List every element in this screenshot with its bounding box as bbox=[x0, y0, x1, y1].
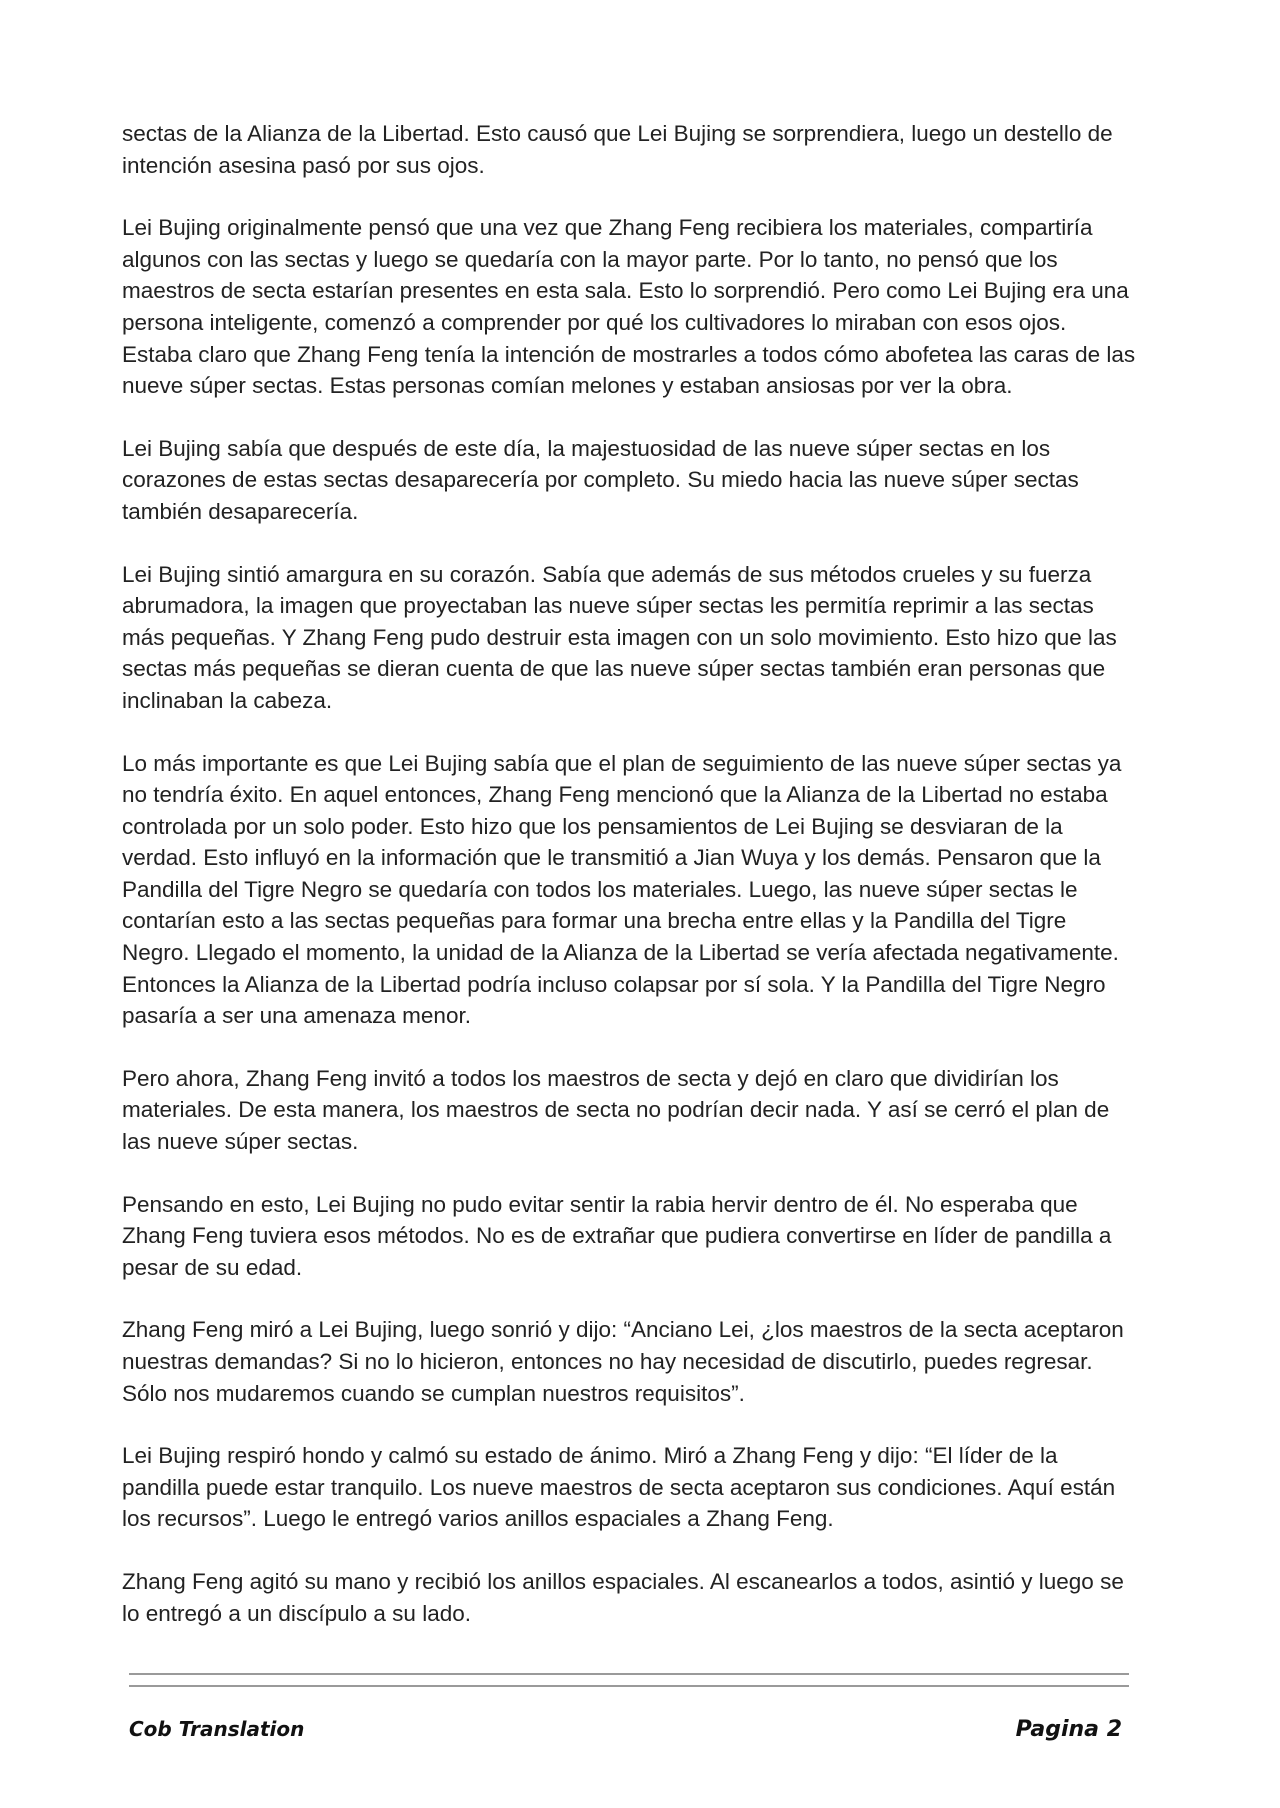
footer-divider-bottom bbox=[129, 1685, 1129, 1687]
footer-translator-credit: Cob Translation bbox=[129, 1717, 305, 1741]
paragraph: Pero ahora, Zhang Feng invitó a todos los maestros de secta y dejó en claro que dividirían los materiales. De esta manera, los maestros de secta no podrían decir nada. Y así se cerró el plan de las nueve súper sectas. bbox=[122, 1065, 1110, 1155]
paragraph: sectas de la Alianza de la Libertad. Esto causó que Lei Bujing se sorprendiera, luego un destello de intención asesina pasó por sus ojos. bbox=[122, 121, 1113, 178]
paragraph: Lei Bujing sabía que después de este día, la majestuosidad de las nueve súper sectas en los corazones de estas sectas desaparecería por completo. Su miedo hacia las nueve súper sectas también desaparecería. bbox=[122, 435, 1079, 524]
footer-divider-top bbox=[129, 1673, 1129, 1675]
paragraph: Lo más importante es que Lei Bujing sabía que el plan de seguimiento de las nueve súper sectas ya no tendría éxito. En aquel entonces, Zhang Feng mencionó que la Alianza de la Libertad no estaba controlada por un solo poder. Esto hizo que los pensamientos de Lei Bujing se desviaran de la verdad. Esto influyó en la información que le transmitió a Jian Wuya y los demás. Pensaron que la Pandilla del Tigre Negro se quedaría con todos los materiales. Luego, las nueve súper sectas le contarían esto a las sectas pequeñas para formar una brecha entre ellas y la Pandilla del Tigre Negro. Llegado el momento, la unidad de la Alianza de la Libertad se vería afectada negativamente. Entonces la Alianza de la Libertad podría incluso colapsar por sí sola. Y la Pandilla del Tigre Negro pasaría a ser una amenaza menor. bbox=[122, 750, 1122, 1029]
document-body bbox=[122, 118, 1138, 1660]
paragraph: Zhang Feng agitó su mano y recibió los anillos espaciales. Al escanearlos a todos, asintió y luego se lo entregó a un discípulo a su lado. bbox=[122, 1568, 1124, 1626]
paragraph: Lei Bujing sintió amargura en su corazón. Sabía que además de sus métodos crueles y su fuerza abrumadora, la imagen que proyectaban las nueve súper sectas les permitía reprimir a las sectas más pequeñas. Y Zhang Feng pudo destruir esta imagen con un solo movimiento. Esto hizo que las sectas más pequeñas se dieran cuenta de que las nueve súper sectas también eran personas que inclinaban la cabeza. bbox=[122, 561, 1117, 713]
footer-page-number: Pagina 2 bbox=[1015, 1717, 1122, 1742]
paragraph: Zhang Feng miró a Lei Bujing, luego sonrió y dijo: “Anciano Lei, ¿los maestros de la secta aceptaron nuestras demandas? Si no lo hicieron, entonces no hay necesidad de discutirlo, puedes regresar. Sólo nos mudaremos cuando se cumplan nuestros requisitos”. bbox=[122, 1317, 1124, 1406]
paragraph: Lei Bujing originalmente pensó que una vez que Zhang Feng recibiera los materiales, compartiría algunos con las sectas y luego se quedaría con la mayor parte. Por lo tanto, no pensó que los maestros de secta estarían presentes en esta sala. Esto lo sorprendió. Pero como Lei Bujing era una persona inteligente, comenzó a comprender por qué los cultivadores lo miraban con esos ojos. Estaba claro que Zhang Feng tenía la intención de mostrarles a todos cómo abofetea las caras de las nueve súper sectas. Estas personas comían melones y estaban ansiosas por ver la obra. bbox=[122, 215, 1136, 399]
paragraph: Pensando en esto, Lei Bujing no pudo evitar sentir la rabia hervir dentro de él. No esperaba que Zhang Feng tuviera esos métodos. No es de extrañar que pudiera convertirse en líder de pandilla a pesar de su edad. bbox=[122, 1191, 1112, 1280]
paragraph: Lei Bujing respiró hondo y calmó su estado de ánimo. Miró a Zhang Feng y dijo: “El líder de la pandilla puede estar tranquilo. Los nueve maestros de secta aceptaron sus condiciones. Aquí están los recursos”. Luego le entregó varios anillos espaciales a Zhang Feng. bbox=[122, 1443, 1116, 1532]
